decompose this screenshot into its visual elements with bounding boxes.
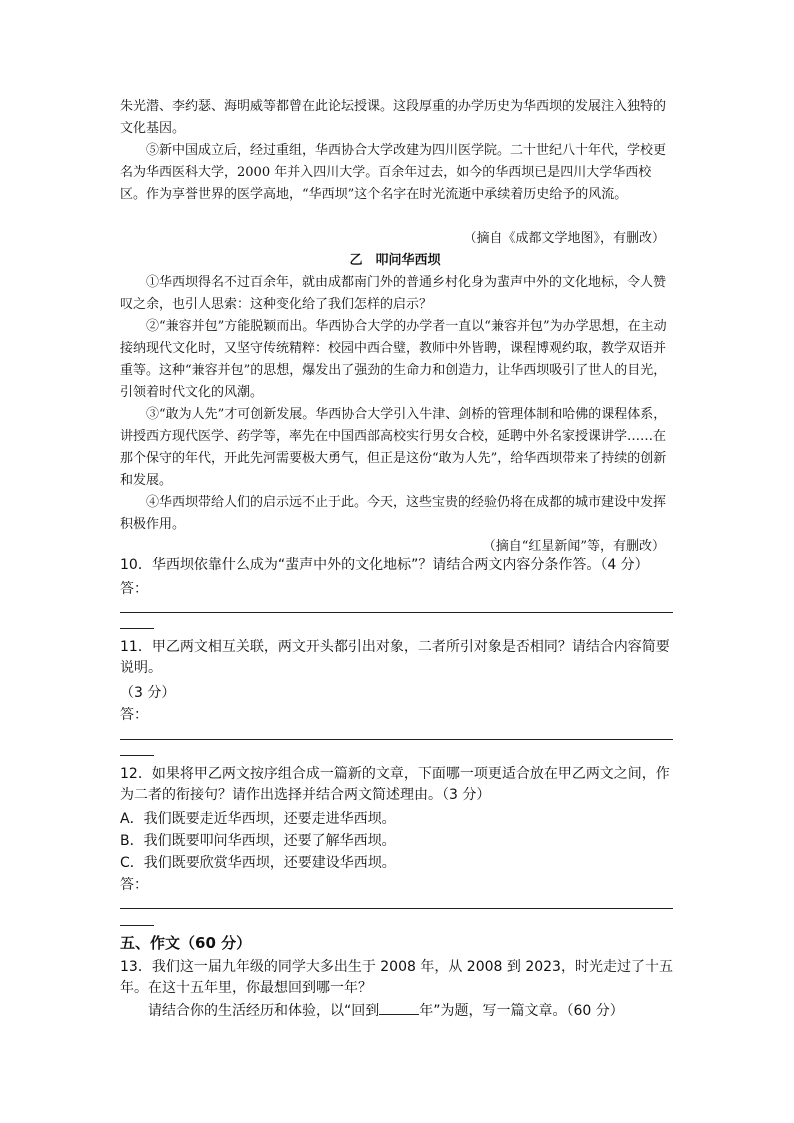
answer-line-stub-11	[120, 755, 154, 756]
question-12-option-a: A．我们既要走近华西坝，还要走进华西坝。	[120, 811, 396, 827]
passage-yi-paragraph-1: ①华西坝得名不过百余年，就由成都南门外的普通乡村化身为蜚声中外的文化地标，令人赞叹之余，也引人思索：这种变化给了我们怎样的启示？	[120, 275, 667, 312]
answer-line-stub-10	[120, 628, 154, 629]
essay-title-blank[interactable]	[379, 1000, 419, 1015]
passage-yi-source: （摘自“红星新闻”等，有删改）	[482, 539, 665, 554]
answer-line-11[interactable]	[120, 739, 673, 740]
question-11: 11．甲乙两文相互关联，两文开头都引出对象，二者所引对象是否相同？请结合内容简要说明。	[120, 639, 670, 676]
essay-prompt-before: 请结合你的生活经历和体验，以“回到	[148, 1003, 380, 1019]
question-12-option-b: B．我们既要叩问华西坝，还要了解华西坝。	[120, 833, 396, 849]
passage-yi-paragraph-4: ④华西坝带给人们的启示远不止于此。今天，这些宝贵的经验仍将在成都的城市建设中发挥积极作用。	[120, 495, 667, 532]
answer-line-12[interactable]	[120, 908, 673, 909]
passage-jia-source: （摘自《成都文学地图》，有删改）	[463, 231, 665, 246]
answer-label-12: 答：	[120, 877, 148, 893]
answer-label-10: 答：	[120, 581, 148, 597]
answer-line-stub-12	[120, 925, 154, 926]
question-10: 10．华西坝依靠什么成为“蜚声中外的文化地标”？请结合两文内容分条作答。（4 分）	[120, 557, 649, 573]
passage-jia-paragraph-5: ⑤新中国成立后，经过重组，华西协合大学改建为四川医学院。二十世纪八十年代，学校更名为华西医科大学，2000 年并入四川大学。百余年过去，如今的华西坝已是四川大学华西校区。作为享誉世界的医学高地，“华西坝”这个名字在时光流逝中承续着历史给予的风流。	[120, 143, 667, 202]
question-12: 12．如果将甲乙两文按序组合成一篇新的文章，下面哪一项更适合放在甲乙两文之间，作为二者的衔接句？请作出选择并结合两文简述理由。（3 分）	[120, 766, 670, 803]
question-11-score: （3 分）	[120, 685, 176, 701]
essay-prompt	[120, 1000, 676, 1022]
question-13: 13．我们这一届九年级的同学大多出生于 2008 年，从 2008 到 2023，时光走过了十五年。在这十五年里，你最想回到哪一年？	[120, 959, 673, 996]
section-5-heading: 五、作文（60 分）	[120, 934, 252, 952]
question-12-option-c: C．我们既要欣赏华西坝，还要建设华西坝。	[120, 855, 396, 871]
answer-label-11: 答：	[120, 707, 148, 723]
essay-prompt-after: 年”为题，写一篇文章。（60 分）	[419, 1003, 624, 1019]
passage-yi-paragraph-3: ③“敢为人先”才可创新发展。华西协合大学引入牛津、剑桥的管理体制和哈佛的课程体系，讲授西方现代医学、药学等，率先在中国西部高校实行男女合校，延聘中外名家授课讲学……在那个保守的年代，开此先河需要极大勇气，但正是这份“敢为人先”，给华西坝带来了持续的创新和发展。	[120, 407, 667, 488]
passage-yi-title: 乙 叩问华西坝	[349, 253, 441, 268]
passage-jia-paragraph-4-end: 朱光潜、李约瑟、海明威等都曾在此论坛授课。这段厚重的办学历史为华西坝的发展注入独特的文化基因。	[120, 99, 667, 136]
answer-line-10[interactable]	[120, 612, 673, 613]
passage-yi-paragraph-2: ②“兼容并包”方能脱颖而出。华西协合大学的办学者一直以“兼容并包”为办学思想，在主动接纳现代文化时，又坚守传统精粹：校园中西合璧，教师中外皆聘，课程博观约取，教学双语并重等。这种“兼容并包”的思想，爆发出了强劲的生命力和创造力，让华西坝吸引了世人的目光，引领着时代文化的风潮。	[120, 319, 667, 400]
